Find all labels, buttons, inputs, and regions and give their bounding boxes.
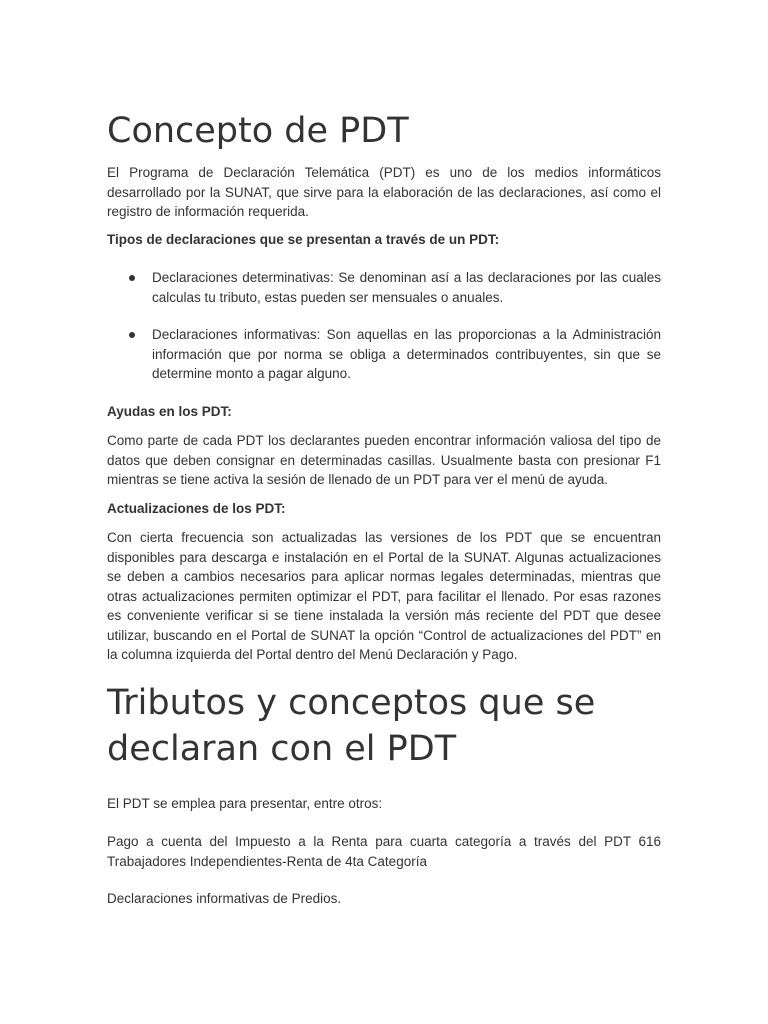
list-item	[107, 268, 661, 307]
types-list-continued	[107, 325, 661, 384]
list-item-text: Declaraciones informativas: Son aquellas en las proporcionas a la Administración información que por norma se obliga a determinados contribuyentes, sin que se determine monto a pagar alguno.	[152, 327, 661, 381]
help-heading: Ayudas en los PDT:	[107, 404, 232, 419]
types-list	[107, 268, 661, 307]
bullet-icon	[129, 332, 135, 338]
list-item-text: Declaraciones determinativas: Se denominan así a las declaraciones por las cuales calculas tu tributo, estas pueden ser mensuales o anuales.	[152, 270, 661, 305]
bullet-icon	[129, 275, 135, 281]
section2-item-2: Declaraciones informativas de Predios.	[107, 891, 342, 906]
section2-intro: El PDT se emplea para presentar, entre otros:	[107, 796, 383, 811]
help-paragraph: Como parte de cada PDT los declarantes pueden encontrar información valiosa del tipo de datos que deben consignar en determinadas casillas. Usualmente basta con presionar F1 mientras se tiene activa la sesión de llenado de un PDT para ver el menú de ayuda.	[107, 433, 661, 487]
section2-item-1: Pago a cuenta del Impuesto a la Renta para cuarta categoría a través del PDT 616 Trabajadores Independientes-Renta de 4ta Categoría	[107, 834, 661, 869]
list-item	[107, 325, 661, 384]
types-heading: Tipos de declaraciones que se presentan a través de un PDT:	[107, 232, 500, 247]
updates-paragraph: Con cierta frecuencia son actualizadas las versiones de los PDT que se encuentran disponibles para descarga e instalación en el Portal de la SUNAT. Algunas actualizaciones se deben a cambios necesarios para aplicar normas legales determinadas, mientras que otras actualizaciones permiten optimizar el PDT, para facilitar el llenado. Por esas razones es conveniente verificar si se tiene instalada la versión más reciente del PDT que desee utilizar, buscando en el Portal de SUNAT la opción “Control de actualizaciones del PDT” en la columna izquierda del Portal dentro del Menú Declaración y Pago.	[107, 530, 661, 662]
page-title: Concepto de PDT	[107, 111, 409, 151]
section-title: Tributos y conceptos que se declaran con el PDT	[107, 683, 596, 769]
intro-paragraph: El Programa de Declaración Telemática (PDT) es uno de los medios informáticos desarrollado por la SUNAT, que sirve para la elaboración de las declaraciones, así como el registro de información requerida.	[107, 165, 661, 219]
updates-heading: Actualizaciones de los PDT:	[107, 501, 286, 516]
